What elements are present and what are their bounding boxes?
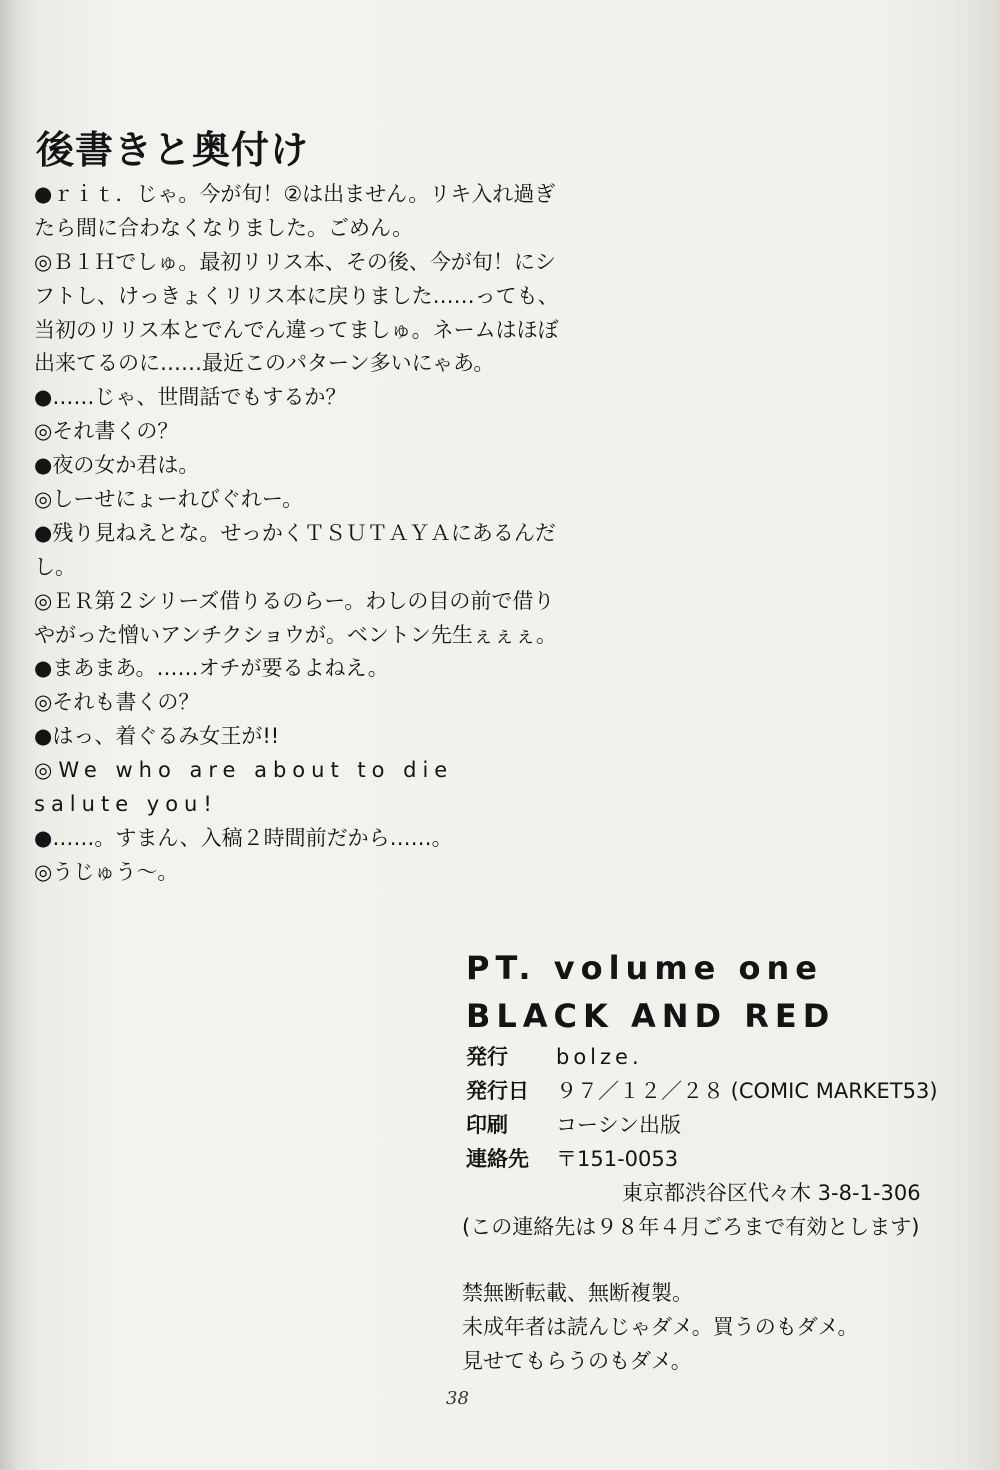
page-binding-shadow <box>0 0 18 1470</box>
afterword-line: ●夜の女か君は。 <box>34 453 200 478</box>
notice-line: 見せてもらうのもダメ。 <box>462 1349 692 1373</box>
afterword-line: ◎ＥＲ第２シリーズ借りるのらー。わしの目の前で借り <box>34 588 555 613</box>
afterword-line: salute you! <box>34 792 218 817</box>
printer-label: 印刷 <box>466 1113 508 1137</box>
afterword-line: ●……。すまん、入稿２時間前だから……。 <box>34 825 453 850</box>
colophon-book-title: PT. volume one <box>466 949 823 987</box>
afterword-line: ◎しーせにょーれびぐれー。 <box>34 487 304 512</box>
afterword-line: 当初のリリス本とでんでん違ってましゅ。ネームはほぼ <box>34 317 559 342</box>
date-value: ９７／１２／２８ (COMIC MARKET53) <box>556 1079 938 1103</box>
afterword-line: ●まあまあ。……オチが要るよねえ。 <box>34 656 389 681</box>
colophon-date-row <box>466 1074 986 1108</box>
printer-value: コーシン出版 <box>556 1113 682 1137</box>
colophon <box>462 944 986 1244</box>
date-label: 発行日 <box>466 1079 529 1103</box>
page-title: 後書きと奥付け <box>36 128 310 172</box>
afterword-line: フトし、けっきょくリリス本に戻りました……っても、 <box>34 283 559 308</box>
contact-postal-code: 〒151-0053 <box>556 1147 679 1171</box>
afterword-line: ●はっ、着ぐるみ女王が!! <box>34 724 280 749</box>
legal-notices <box>462 1276 858 1378</box>
afterword-line: ◎We who are about to die <box>34 758 454 783</box>
notice-line: 禁無断転載、無断複製。 <box>462 1281 693 1305</box>
afterword-line: たら間に合わなくなりました。ごめん。 <box>34 215 414 240</box>
colophon-publisher-row <box>466 1040 986 1074</box>
afterword-line: ●ｒｉｔ．じゃ。今が旬！②は出ません。リキ入れ過ぎ <box>34 182 556 206</box>
afterword-line: やがった憎いアンチクショウが。ベントン先生ぇぇぇ。 <box>34 622 557 647</box>
afterword-text <box>34 178 594 890</box>
afterword-line: ◎それ書くの？ <box>34 419 179 444</box>
afterword-line: ◎うじゅう～。 <box>34 859 179 884</box>
page-number: 38 <box>446 1388 469 1409</box>
afterword-line: 出来てるのに……最近このパターン多いにゃあ。 <box>34 351 495 376</box>
colophon-book-subtitle: BLACK AND RED <box>466 997 836 1035</box>
afterword-line: ●残り見ねえとな。せっかくＴＳＵＴＡＹＡにあるんだ <box>34 520 556 545</box>
notice-line: 未成年者は読んじゃダメ。買うのもダメ。 <box>462 1315 859 1339</box>
contact-address: 東京都渋谷区代々木 3-8-1-306 <box>622 1181 921 1205</box>
afterword-line: し。 <box>34 554 76 579</box>
colophon-contact-row <box>466 1142 986 1176</box>
contact-note: (この連絡先は９８年４月ごろまで有効とします) <box>462 1215 920 1239</box>
afterword-line: ◎それも書くの？ <box>34 690 200 715</box>
afterword-line: ●……じゃ、世間話でもするか？ <box>34 385 347 410</box>
publisher-value: bolze. <box>556 1045 643 1069</box>
publisher-label: 発行 <box>466 1045 508 1069</box>
contact-label: 連絡先 <box>466 1147 529 1171</box>
afterword-line: ◎Ｂ１Ｈでしゅ。最初リリス本、その後、今が旬！にシ <box>34 249 556 274</box>
colophon-printer-row <box>466 1108 986 1142</box>
